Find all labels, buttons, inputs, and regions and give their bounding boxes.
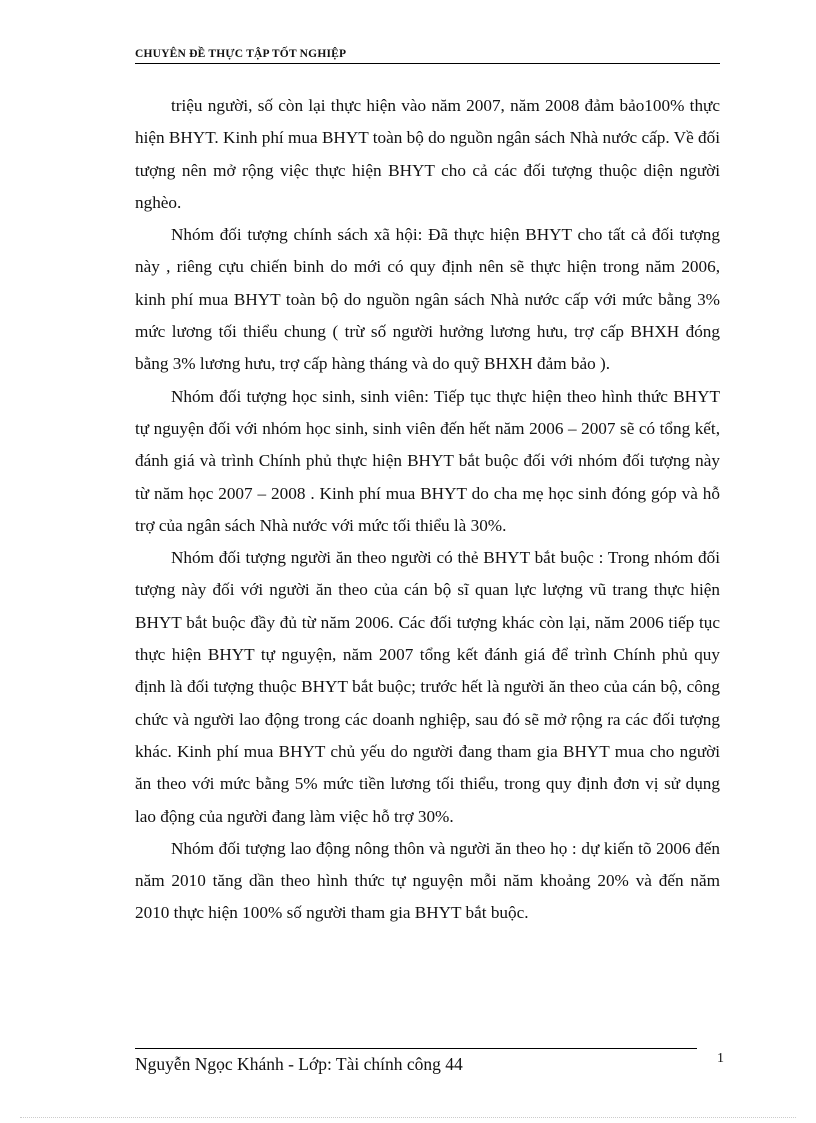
page-edge-divider [20,1117,796,1118]
paragraph: Nhóm đối tượng học sinh, sinh viên: Tiếp tục thực hiện theo hình thức BHYT tự nguyện đối với nhóm học sinh, sinh viên đến hết năm 2006 – 2007 sẽ có tổng kết, đánh giá và trình Chính phủ thực hiện BHYT bắt buộc đối với nhóm đối tượng này từ năm học 2007 – 2008 . Kinh phí mua BHYT do cha mẹ học sinh đóng góp và hỗ trợ của ngân sách Nhà nước với mức tối thiểu là 30%. [135,386,720,535]
paragraph: triệu người, số còn lại thực hiện vào năm 2007, năm 2008 đảm bảo100% thực hiện BHYT. Kinh phí mua BHYT toàn bộ do nguồn ngân sách Nhà nước cấp. Về đối tượng nên mở rộng việc thực hiện BHYT cho cả các đối tượng thuộc diện người nghèo. [135,96,720,212]
paragraph: Nhóm đối tượng người ăn theo người có thẻ BHYT bắt buộc : Trong nhóm đối tượng này đối với người ăn theo của cán bộ sĩ quan lực lượng vũ trang thực hiện BHYT bắt buộc đầy đủ từ năm 2006. Các đối tượng khác còn lại, năm 2006 tiếp tục thực hiện BHYT tự nguyện, năm 2007 tổng kết đánh giá để trình Chính phủ quy định là đối tượng thuộc BHYT bắt buộc; trước hết là người ăn theo của cán bộ, công chức và người lao động trong các doanh nghiệp, sau đó sẽ mở rộng ra các đối tượng khác. Kinh phí mua BHYT chủ yếu do người đang tham gia BHYT mua cho người ăn theo với mức bằng 5% mức tiền lương tối thiểu, trong quy định đơn vị sử dụng lao động của người đang làm việc hỗ trợ 30%. [135,548,720,826]
page-number: 1 [717,1051,724,1066]
paragraph: Nhóm đối tượng lao động nông thôn và người ăn theo họ : dự kiến tõ 2006 đến năm 2010 tăng dần theo hình thức tự nguyện mỗi năm khoảng 20% và đến năm 2010 thực hiện 100% số người tham gia BHYT bắt buộc. [135,838,720,923]
page-header: CHUYÊN ĐỀ THỰC TẬP TỐT NGHIỆP [135,48,720,64]
footer-author: Nguyễn Ngọc Khánh - Lớp: Tài chính công 44 [135,1054,463,1074]
footer-divider [135,1048,697,1049]
paragraph: Nhóm đối tượng chính sách xã hội: Đã thực hiện BHYT cho tất cả đối tượng này , riêng cựu chiến binh do mới có quy định nên sẽ thực hiện trong năm 2006, kinh phí mua BHYT toàn bộ do nguồn ngân sách Nhà nước cấp với mức bằng 3% mức lương tối thiểu chung ( trừ số người hưởng lương hưu, trợ cấp BHXH đóng bằng 3% lương hưu, trợ cấp hàng tháng và do quỹ BHXH đảm bảo ). [135,225,720,374]
document-body [135,90,720,930]
